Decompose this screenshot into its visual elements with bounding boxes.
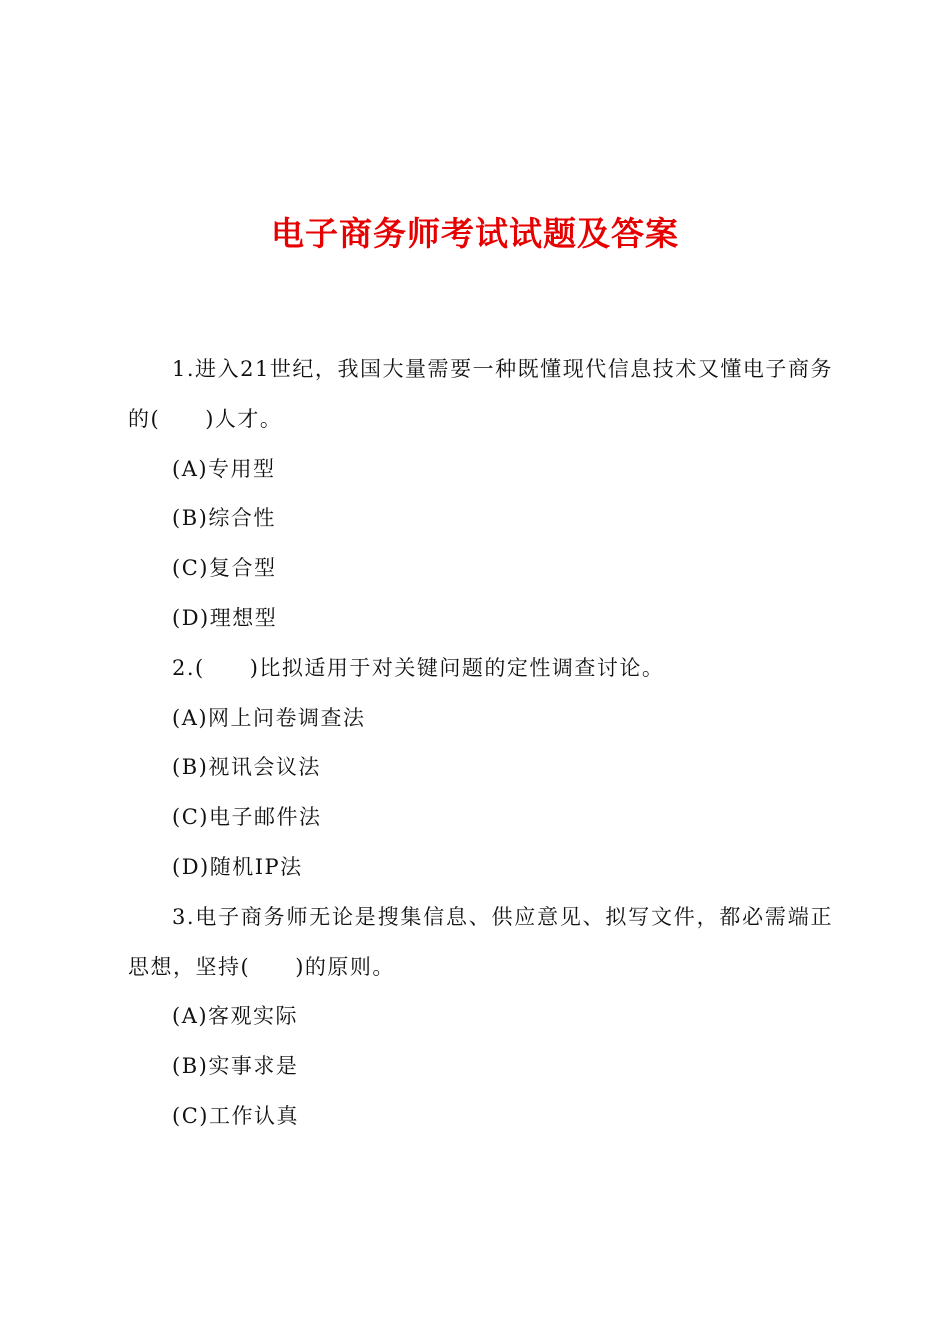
answer-option: (C)电子邮件法 (172, 805, 322, 830)
answer-option: (B)综合性 (172, 506, 276, 531)
question-stem: 1.进入21世纪，我国大量需要一种既懂现代信息技术又懂电子商务 (172, 357, 833, 381)
answer-option: (A)网上问卷调查法 (172, 705, 366, 730)
document-body (128, 345, 833, 1142)
question-stem: 3.电子商务师无论是搜集信息、供应意见、拟写文件，都必需端正 (172, 904, 833, 929)
question-stem-continued: 思想，坚持( )的原则。 (128, 954, 395, 979)
question-2 (128, 644, 833, 893)
answer-option: (A)专用型 (172, 456, 276, 481)
document-title: 电子商务师考试试题及答案 (271, 214, 679, 253)
question-1 (128, 345, 833, 644)
answer-option: (C)工作认真 (172, 1103, 299, 1128)
answer-option: (D)理想型 (172, 605, 278, 630)
answer-option: (D)随机IP法 (172, 854, 303, 879)
question-3 (128, 893, 833, 1142)
answer-option: (B)视讯会议法 (172, 755, 321, 780)
question-stem-continued: 的( )人才。 (128, 406, 283, 431)
answer-option: (C)复合型 (172, 556, 277, 581)
question-stem: 2.( )比拟适用于对关键问题的定性调查讨论。 (172, 655, 665, 680)
answer-option: (A)客观实际 (172, 1004, 299, 1029)
answer-option: (B)实事求是 (172, 1054, 299, 1079)
